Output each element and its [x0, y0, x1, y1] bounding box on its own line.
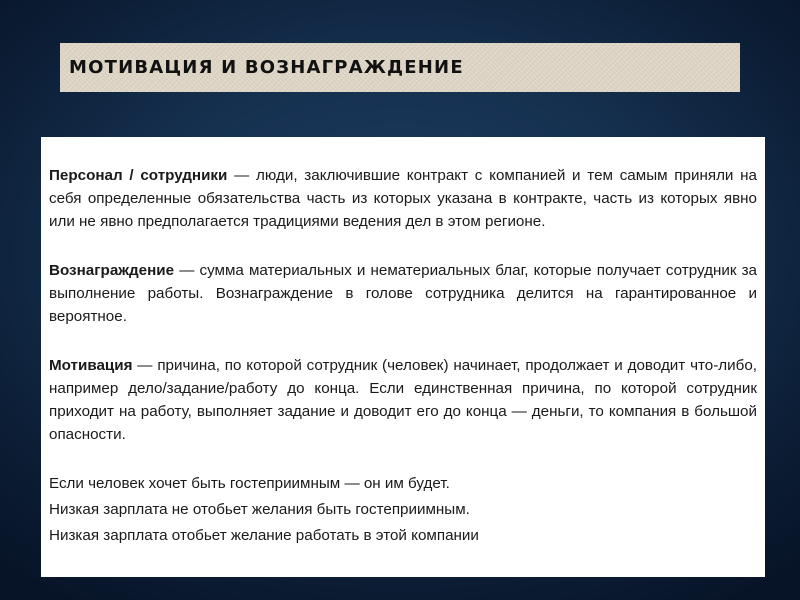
- definition-term: Вознаграждение: [49, 262, 175, 279]
- statement-line: Низкая зарплата отобьет желание работать в этой компании: [49, 527, 479, 544]
- definition-reward: [49, 259, 757, 328]
- definition-text: — причина, по которой сотрудник (человек) начинает, продолжает и доводит что-либо, например дело/задание/работу до конца. Если единственная причина, по которой сотрудник приходит на работу, выполняет задание и доводит его до конца — деньги, то компания в большой опасности.: [49, 357, 757, 443]
- definition-motivation: [49, 354, 757, 446]
- title-bar: [60, 43, 740, 92]
- definition-term: Мотивация: [49, 357, 133, 374]
- content-box: [41, 137, 765, 577]
- definition-text: — сумма материальных и нематериальных благ, которые получает сотрудник за выполнение работы. Вознаграждение в голове сотрудника делится на гарантированное и вероятное.: [49, 262, 757, 325]
- definition-text: — люди, заключившие контракт с компанией и тем самым приняли на себя определенные обязательства часть из которых указана в контракте, часть из которых явно или не явно предполагается традициями ведения дел в этом регионе.: [49, 167, 757, 230]
- slide-title: МОТИВАЦИЯ И ВОЗНАГРАЖДЕНИЕ: [69, 57, 464, 78]
- statement-line: Если человек хочет быть гостеприимным — он им будет.: [49, 475, 450, 492]
- definition-term: Персонал / сотрудники: [49, 167, 228, 184]
- definition-personnel: [49, 164, 757, 233]
- statement-line: Низкая зарплата не отобьет желания быть гостеприимным.: [49, 501, 470, 518]
